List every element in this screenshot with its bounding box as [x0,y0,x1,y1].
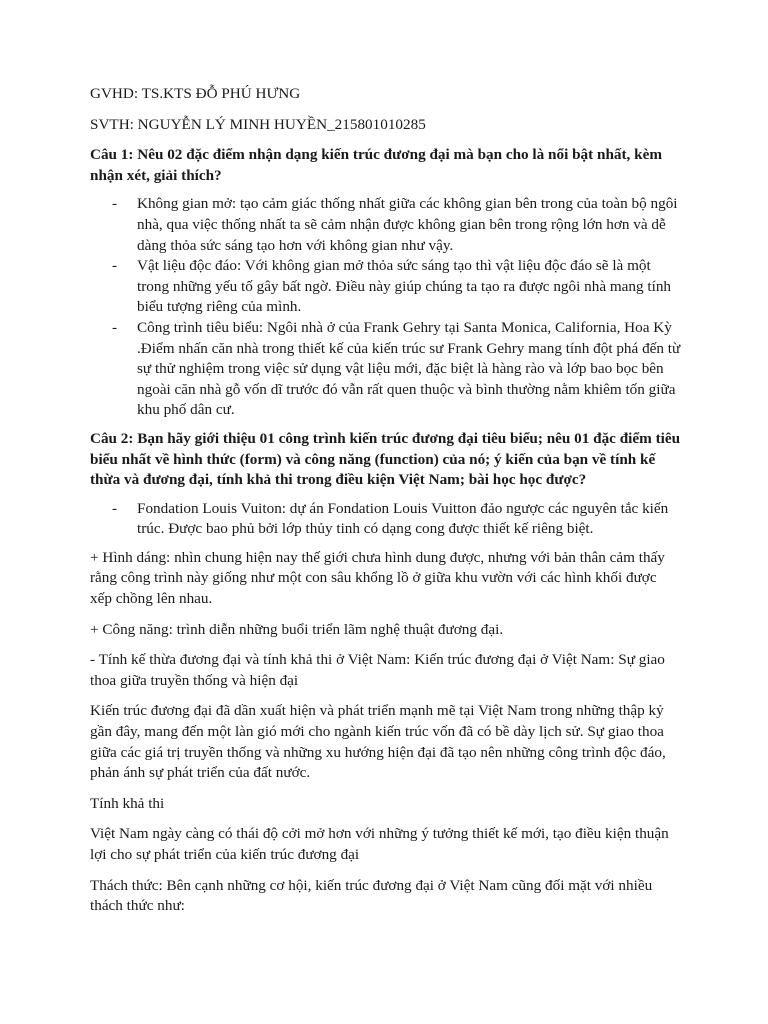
dash-bullet: - [112,318,118,336]
development-paragraph: Kiến trúc đương đại đã dần xuất hiện và phát triển mạnh mẽ tại Việt Nam trong những thập kỷ gần đây, mang đến một làn gió mới cho ngành kiến trúc vốn đã có bề dày lịch sử. Sự giao thoa giữa các giá trị truyền thống và những xu hướng hiện đại đã tạo nên những công trình độc đáo, phản ánh sự phát triển của đất nước. [90,702,666,782]
challenges-paragraph: Thách thức: Bên cạnh những cơ hội, kiến trúc đương đại ở Việt Nam cũng đối mặt với nhiều thách thức như: [90,876,653,915]
list-item-text: Vật liệu độc đáo: Với không gian mở thỏa sức sáng tạo thì vật liệu độc đáo sẽ là một trong những yếu tố gây bất ngờ. Điều này giúp chúng ta tạo ra được ngôi nhà mang tính biểu tượng riêng của mình. [137,257,672,316]
list-item [90,499,682,540]
list-item-text: Fondation Louis Vuiton: dự án Fondation Louis Vuitton đảo ngược các nguyên tắc kiến trúc. Được bao phủ bởi lớp thủy tinh có dạng cong được thiết kế riêng biệt. [137,499,669,538]
list-item [90,256,682,318]
list-item [90,318,682,421]
dash-bullet: - [112,195,118,213]
feasibility-heading: Tính khả thi [90,794,165,812]
question-2-bullet-list [90,499,682,540]
heritage-paragraph: - Tính kế thừa đương đại và tính khả thi ở Việt Nam: Kiến trúc đương đại ở Việt Nam: Sự giao thoa giữa truyền thống và hiện đại [90,651,665,689]
list-item-text: Công trình tiêu biểu: Ngôi nhà ở của Frank Gehry tại Santa Monica, California, Hoa Kỳ .Điểm nhấn căn nhà trong thiết kế của kiến trúc sư Frank Gehry mang tính đột phá đến từ sự thử nghiệm trong việc sử dụng vật liệu mới, đặc biệt là hàng rào và lớp bao bọc bên ngoài căn nhà gỗ vốn dĩ trước đó vẫn rất quen thuộc và bình thường nằm khiêm tốn giữa khu phố dân cư. [137,318,681,419]
question-1-bullet-list [90,194,682,421]
document-page [90,84,682,927]
feasibility-paragraph: Việt Nam ngày càng có thái độ cởi mở hơn với những ý tưởng thiết kế mới, tạo điều kiện thuận lợi cho sự phát triển của kiến trúc đương đại [90,825,669,863]
list-item [90,194,682,256]
dash-bullet: - [112,499,118,517]
dash-bullet: - [112,257,118,275]
function-paragraph: + Công năng: trình diễn những buổi triển lãm nghệ thuật đương đại. [90,620,504,638]
question-2-title: Câu 2: Bạn hãy giới thiệu 01 công trình kiến trúc đương đại tiêu biểu; nêu 01 đặc điểm tiêu biểu nhất về hình thức (form) và công năng (function) của nó; ý kiến của bạn về tính kế thừa và đương đại, tính khả thi trong điều kiện Việt Nam; bài học học được? [90,429,681,489]
question-1-title: Câu 1: Nêu 02 đặc điểm nhận dạng kiến trúc đương đại mà bạn cho là nổi bật nhất, kèm nhận xét, giải thích? [90,146,662,184]
advisor-line: GVHD: TS.KTS ĐỖ PHÚ HƯNG [90,85,301,102]
shape-paragraph: + Hình dáng: nhìn chung hiện nay thế giới chưa hình dung được, nhưng với bản thân cảm thấy rằng công trình này giống như một con sâu khổng lồ ở giữa khu vườn với các hình khối được xếp chồng lên nhau. [90,548,665,608]
list-item-text: Không gian mở: tạo cảm giác thống nhất giữa các không gian bên trong của toàn bộ ngôi nhà, qua việc thống nhất ta sẽ cảm nhận được không gian bên trong rộng lớn hơn và dễ dàng thỏa sức sáng tạo hơn với không gian như vậy. [137,195,678,254]
student-line: SVTH: NGUYỄN LÝ MINH HUYỀN_215801010285 [90,115,426,133]
